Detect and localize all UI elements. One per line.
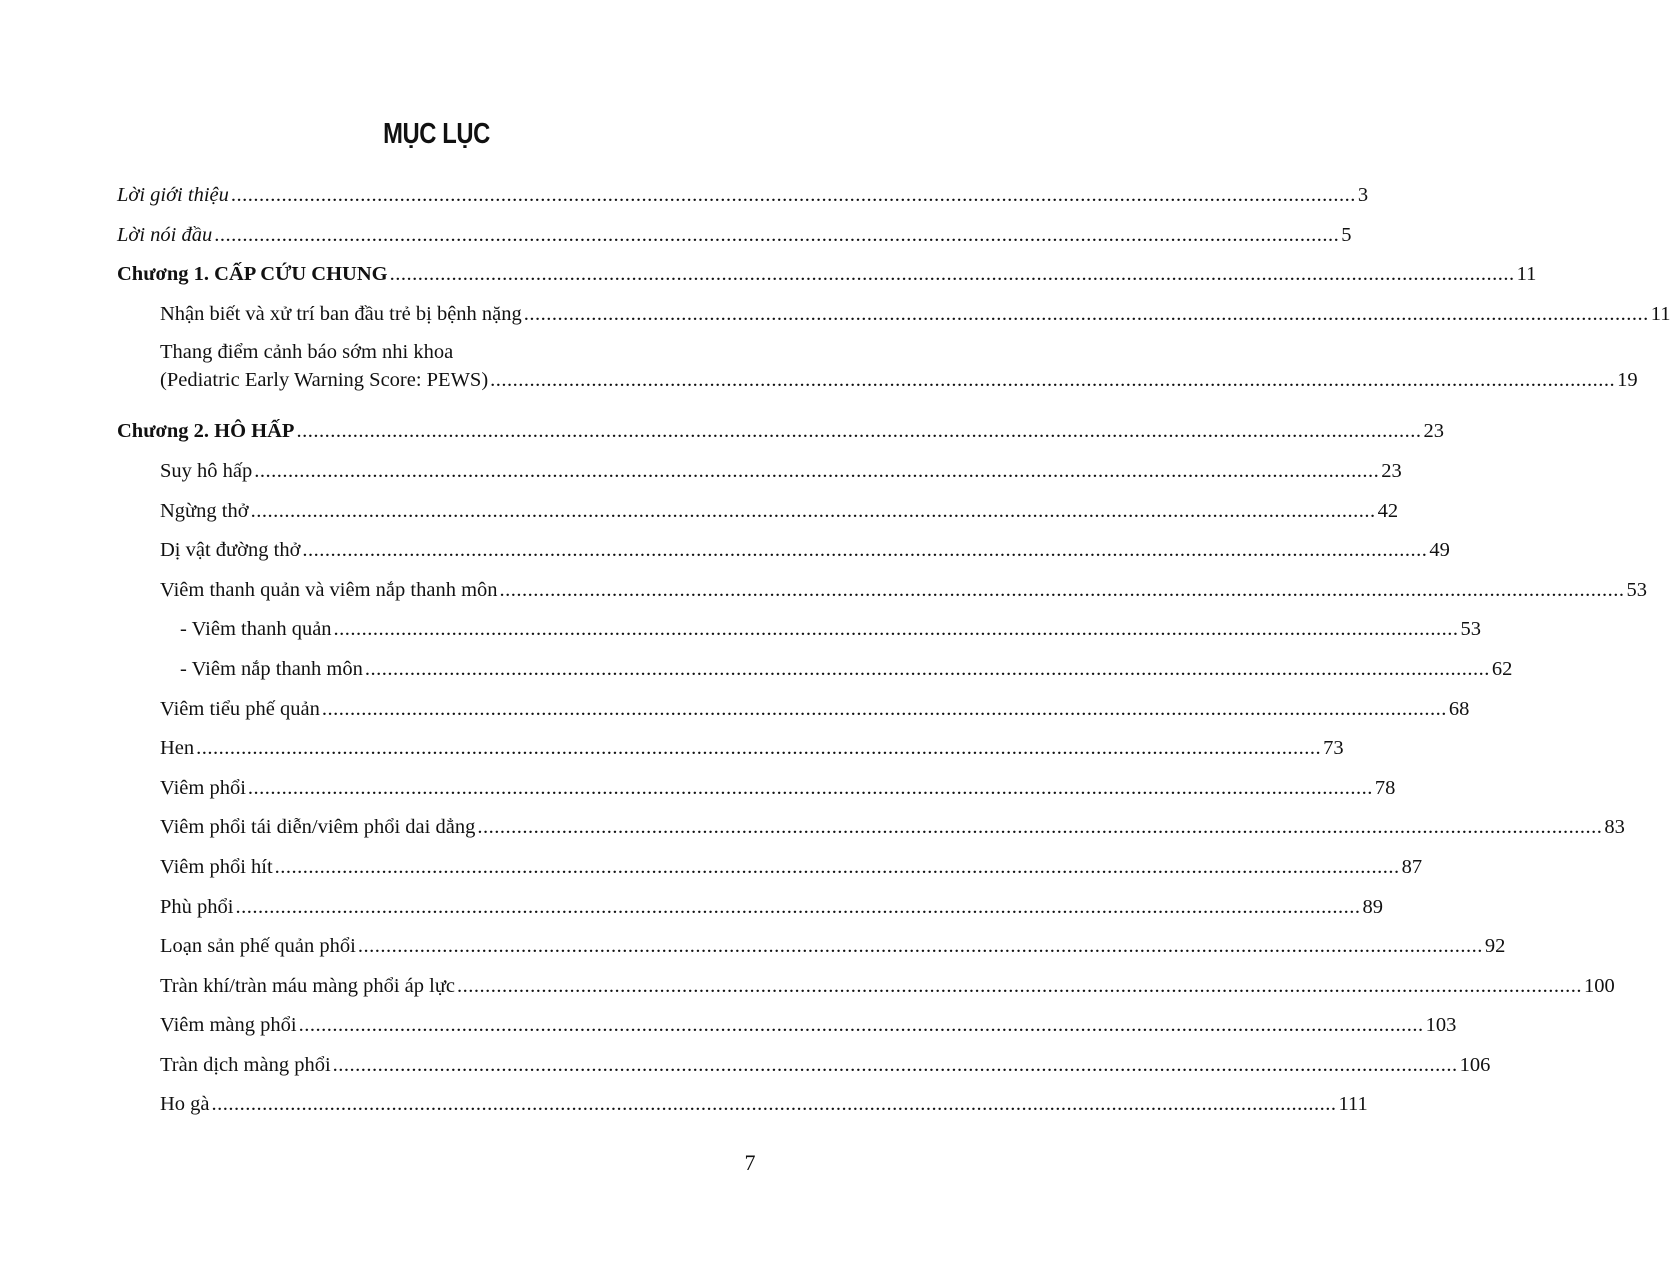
toc-entry-label: - Viêm nắp thanh môn [180,657,363,680]
toc-entry-page: 53 [1626,578,1648,601]
toc-entry[interactable] [117,452,1402,492]
toc-entry-page: 42 [1377,499,1399,522]
dot-leader: ........................................................................................................................................................................................................ [250,499,1376,522]
toc-entry[interactable] [117,1085,1368,1125]
dot-leader: ........................................................................................................................................................................................................ [321,697,1447,720]
dot-leader: ........................................................................................................................................................................................................ [254,459,1380,482]
toc-entry-label: Viêm màng phổi [160,1014,297,1037]
toc-entry-label: Dị vật đường thở [160,539,301,562]
toc-entry-label-line1: Thang điểm cảnh báo sớm nhi khoa [160,341,454,364]
toc-entry-page: 106 [1459,1053,1491,1076]
dot-leader: ........................................................................................................................................................................................................ [196,737,1322,760]
dot-leader: ........................................................................................................................................................................................................ [333,618,1459,641]
toc-subentry[interactable] [117,610,1482,650]
toc-entry[interactable] [117,769,1396,809]
toc-entry[interactable] [117,729,1344,769]
toc-entry[interactable] [117,848,1423,888]
toc-entry-label: Viêm phổi tái diễn/viêm phổi dai dẳng [160,816,476,839]
toc-entry-label: - Viêm thanh quản [180,618,332,641]
dot-leader: ........................................................................................................................................................................................................ [477,816,1603,839]
toc-entry-label: Ngừng thở [160,499,249,522]
toc-entry-label: Suy hô hấp [160,459,253,482]
dot-leader: ........................................................................................................................................................................................................ [490,369,1616,392]
toc-entry-page: 92 [1484,935,1506,958]
dot-leader: ........................................................................................................................................................................................................ [274,855,1400,878]
toc-entry-page: 73 [1323,737,1344,760]
toc-entry-label: Phù phổi [160,895,234,918]
page-title: MỤC LỤC [383,118,490,150]
toc-entry-label: Viêm phổi hít [160,855,273,878]
toc-entry-page: 83 [1604,816,1625,839]
dot-leader: ........................................................................................................................................................................................................ [211,1093,1337,1116]
toc-entry-page: 89 [1362,895,1383,918]
dot-leader: ........................................................................................................................................................................................................ [332,1053,1458,1076]
toc-entry-label: (Pediatric Early Warning Score: PEWS) [160,369,489,392]
toc-entry[interactable] [117,295,1671,335]
toc-chapter-1[interactable] [117,255,1537,295]
toc-entry[interactable] [117,967,1615,1007]
dot-leader: ........................................................................................................................................................................................................ [298,1014,1424,1037]
toc-entry-page: 11 [1650,302,1671,325]
toc-entry-label: Viêm thanh quản và viêm nắp thanh môn [160,578,498,601]
toc-entry-page: 23 [1423,420,1444,443]
toc-entry-label: Ho gà [160,1093,210,1116]
toc-entry-page: 53 [1460,618,1482,641]
toc-entry-page: 23 [1381,459,1402,482]
toc-entry[interactable] [117,808,1625,848]
toc-entry-page: 49 [1429,539,1450,562]
toc-entry[interactable] [117,1046,1491,1086]
toc-entry-page: 87 [1401,855,1423,878]
toc-entry-label: Chương 2. HÔ HẤP [117,420,295,443]
toc-entry-gioi-thieu[interactable] [117,176,1369,216]
dot-leader: ........................................................................................................................................................................................................ [296,420,1422,443]
toc-chapter-2[interactable] [117,412,1444,452]
page-number: 7 [744,1150,756,1175]
dot-leader: ........................................................................................................................................................................................................ [389,263,1515,286]
toc-entry-page: 100 [1584,974,1615,997]
toc-entry[interactable] [117,1006,1457,1046]
toc-entry-page: 3 [1357,184,1369,206]
toc-entry-label: Viêm tiểu phế quản [160,697,320,720]
toc-entry-page: 5 [1341,223,1352,246]
toc-entry[interactable] [117,690,1470,730]
toc-entry-page: 11 [1516,263,1537,286]
toc-entry-page: 19 [1617,369,1638,392]
toc-entry-label: Tràn khí/tràn máu màng phổi áp lực [160,974,456,997]
toc-entry-page: 103 [1425,1014,1457,1037]
toc-entry[interactable] [117,492,1399,532]
toc-entry-page: 111 [1338,1093,1368,1116]
toc-entry-noi-dau[interactable] [117,216,1352,256]
dot-leader: ........................................................................................................................................................................................................ [235,895,1361,918]
dot-leader: ........................................................................................................................................................................................................ [457,974,1583,997]
dot-leader: ........................................................................................................................................................................................................ [523,302,1649,325]
dot-leader: ........................................................................................................................................................................................................ [302,539,1428,562]
toc-entry-label: Loạn sản phế quản phổi [160,935,356,958]
toc-entry-page: 68 [1448,697,1470,720]
dot-leader: ........................................................................................................................................................................................................ [357,935,1483,958]
toc-entry[interactable] [117,531,1450,571]
toc-entry-label: Chương 1. CẤP CỨU CHUNG [117,263,388,286]
table-of-contents [117,176,1671,1125]
toc-entry[interactable] [117,571,1648,611]
toc-entry-label: Lời nói đầu [117,223,213,246]
toc-entry[interactable] [117,927,1506,967]
toc-entry-label: Lời giới thiệu [117,184,229,206]
toc-entry-page: 78 [1374,776,1396,799]
dot-leader: ........................................................................................................................................................................................................ [364,657,1490,680]
toc-entry-label: Tràn dịch màng phổi [160,1053,331,1076]
toc-subentry[interactable] [117,650,1513,690]
dot-leader: ........................................................................................................................................................................................................ [499,578,1625,601]
toc-entry-label: Hen [160,737,195,760]
toc-entry-label: Viêm phổi [160,776,246,799]
toc-entry[interactable] [117,888,1383,928]
dot-leader: ........................................................................................................................................................................................................ [214,223,1340,246]
toc-entry-label: Nhận biết và xử trí ban đầu trẻ bị bệnh nặng [160,302,522,325]
dot-leader: ........................................................................................................................................................................................................ [230,184,1356,206]
toc-entry-pews[interactable] [117,338,1638,404]
toc-entry-page: 62 [1491,657,1513,680]
dot-leader: ........................................................................................................................................................................................................ [247,776,1373,799]
